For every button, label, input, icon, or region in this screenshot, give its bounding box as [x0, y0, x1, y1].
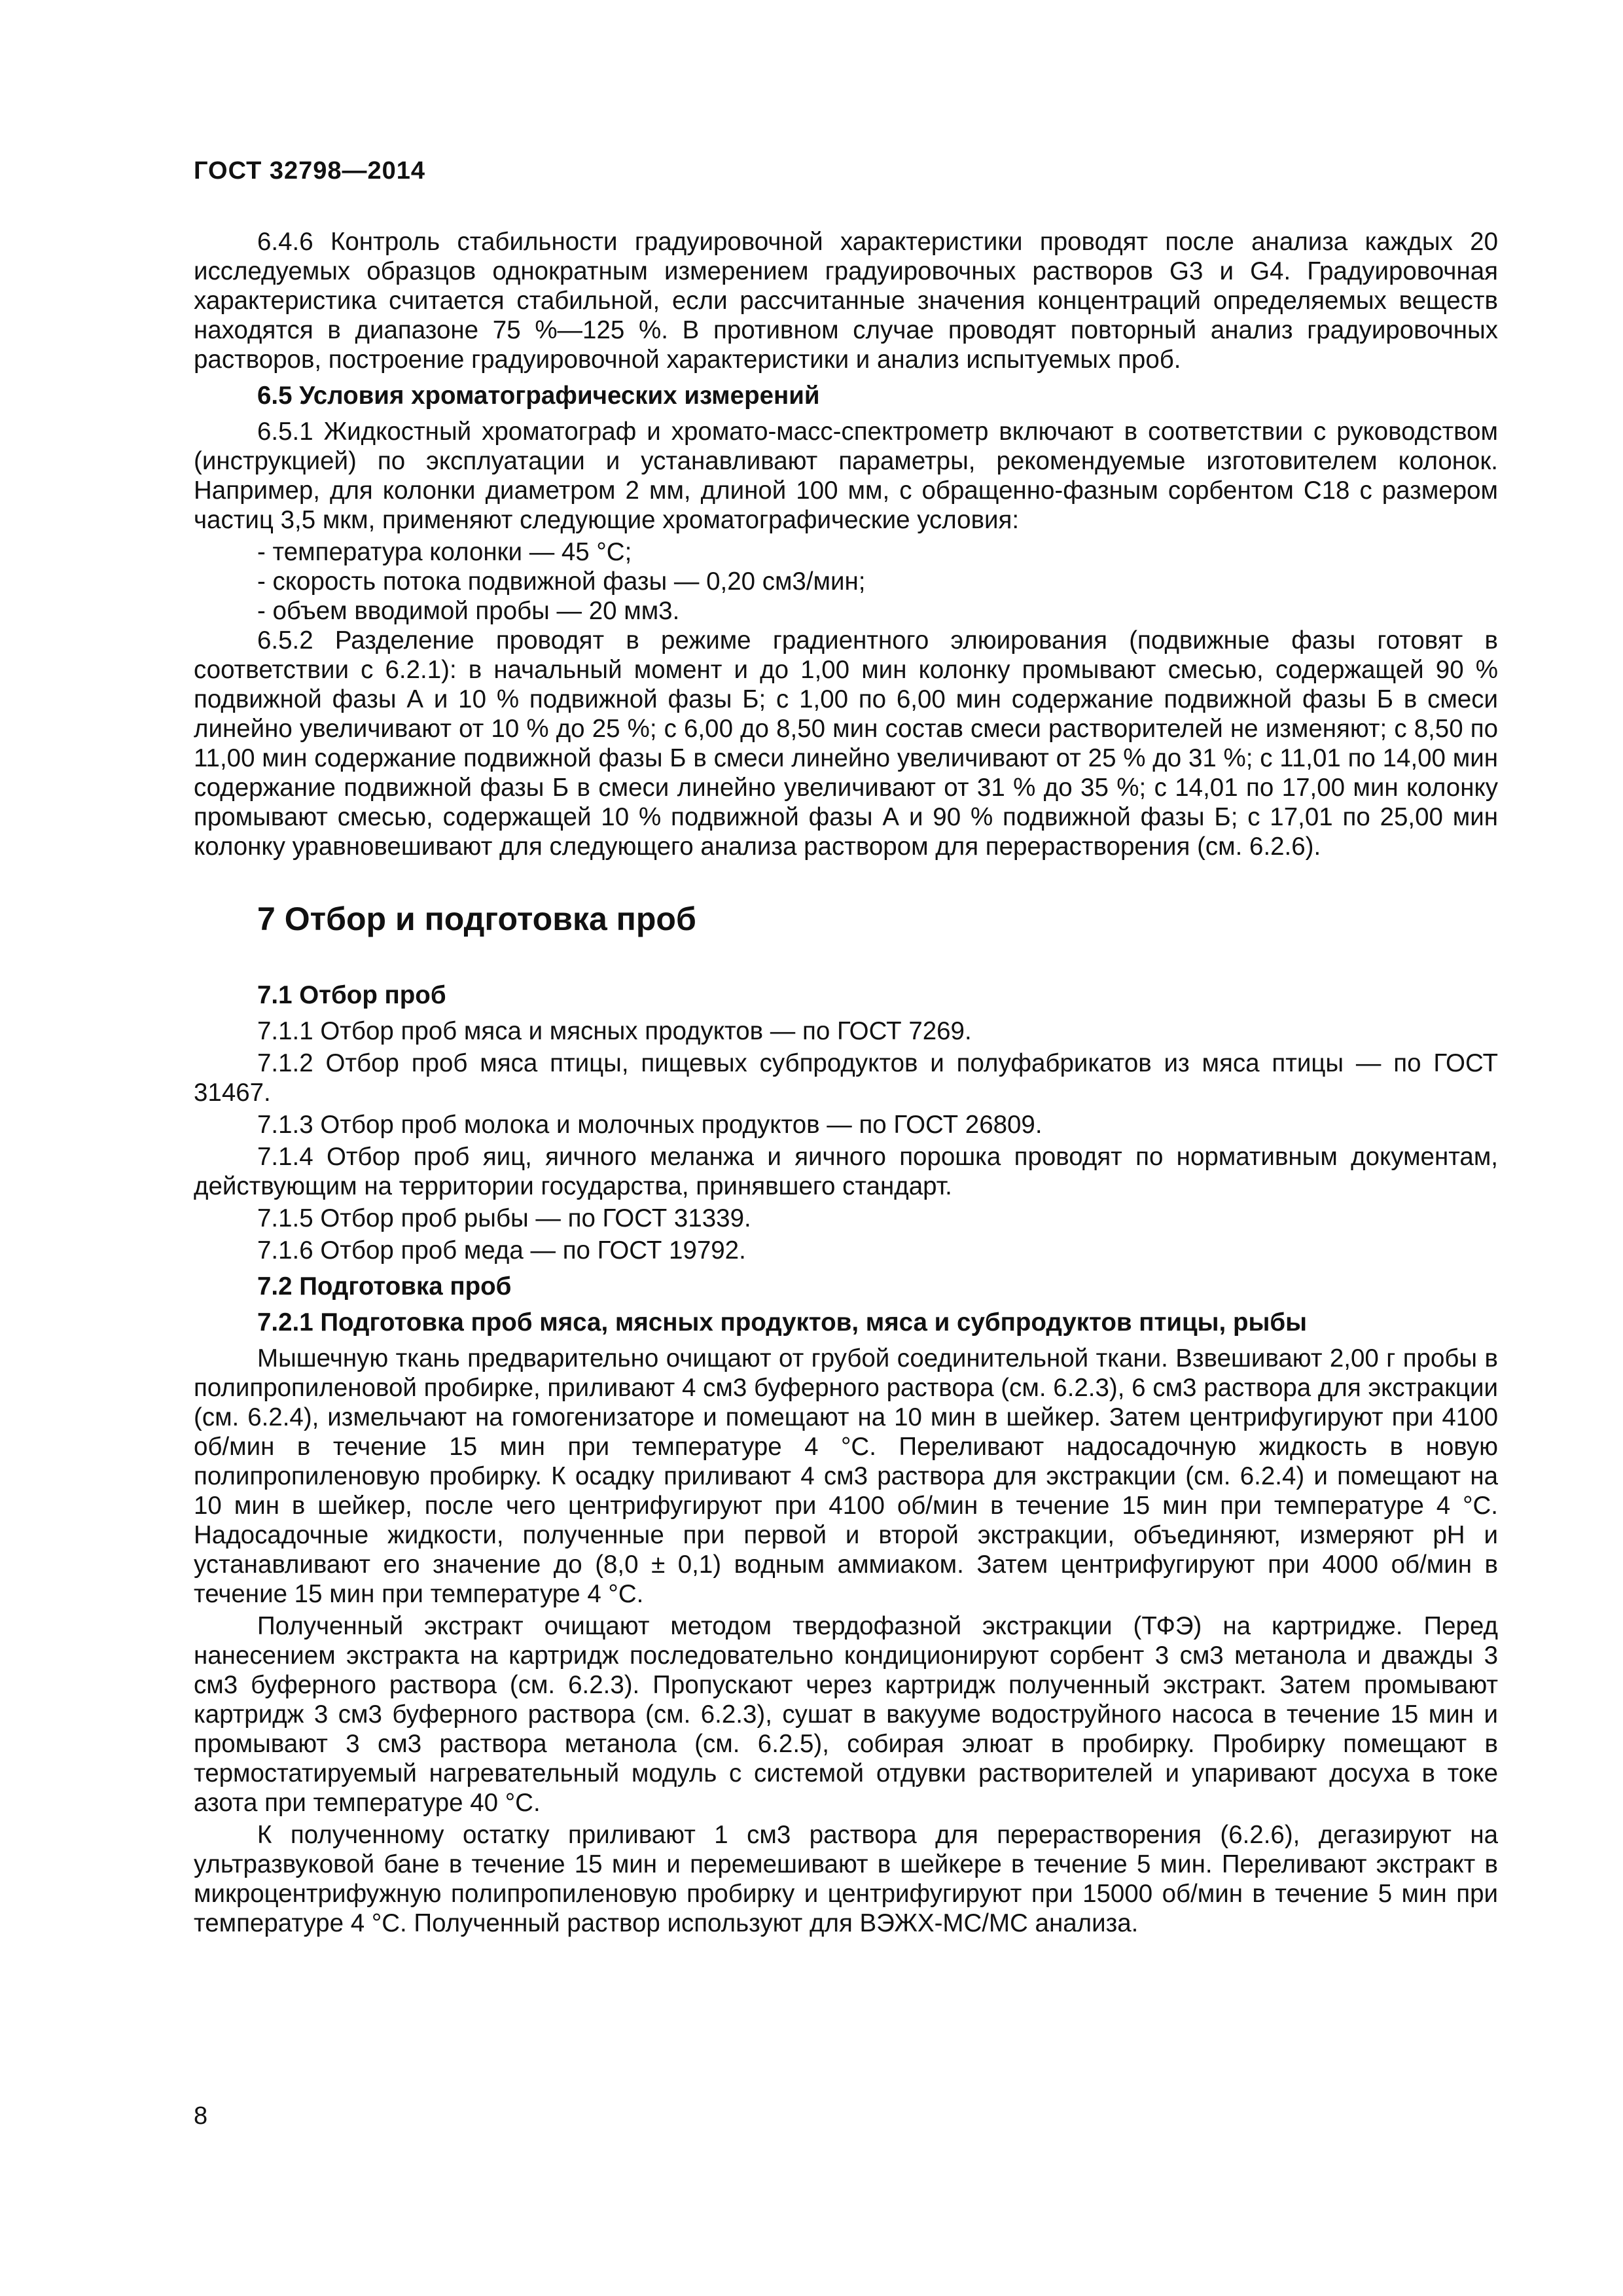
paragraph-muscle-tissue: Мышечную ткань предварительно очищают от грубой соединительной ткани. Взвешивают 2,00 г пробы в полипропиленовой пробирке, приливают 4 см3 буферного раствора (см. 6.2.3), 6 см3 раствора для экстракции (см. 6.2.4), измельчают на гомогенизаторе и помещают на 10 мин в шейкер. Затем центрифугируют при 4100 об/мин в течение 15 мин при температуре 4 °С. Переливают надосадочную жидкость в новую полипропиленовую пробирку. К осадку приливают 4 см3 раствора для экстракции (см. 6.2.4) и помещают на 10 мин в шейкер, после чего центрифугируют при 4100 об/мин в течение 15 мин при температуре 4 °С. Надосадочные жидкости, полученные при первой и второй экстракции, объединяют, измеряют рН и устанавливают его значение до (8,0 ± 0,1) водным аммиаком. Затем центрифугируют при 4000 об/мин в течение 15 мин при температуре 4 °С. [194, 1344, 1498, 1608]
paragraph-7-1-2: 7.1.2 Отбор проб мяса птицы, пищевых субпродуктов и полуфабрикатов из мяса птицы — по ГОСТ 31467. [194, 1049, 1498, 1107]
section-7-title: 7 Отбор и подготовка проб [257, 901, 696, 937]
condition-flow-rate: - скорость потока подвижной фазы — 0,20 см3/мин; [257, 567, 866, 596]
heading-7-2-1: 7.2.1 Подготовка проб мяса, мясных продуктов, мяса и субпродуктов птицы, рыбы [257, 1308, 1308, 1336]
paragraph-7-1-3: 7.1.3 Отбор проб молока и молочных продуктов — по ГОСТ 26809. [257, 1111, 1043, 1139]
document-header: ГОСТ 32798—2014 [194, 157, 426, 185]
page-number: 8 [194, 2102, 208, 2130]
paragraph-6-4-6: 6.4.6 Контроль стабильности градуировочной характеристики проводят после анализа каждых 20 исследуемых образцов однократным измерением градуировочных растворов G3 и G4. Градуировочная характеристика считается стабильной, если рассчитанные значения концентраций определяемых веществ находятся в диапазоне 75 %—125 %. В противном случае проводят повторный анализ градуировочных растворов, построение градуировочной характеристики и анализ испытуемых проб. [194, 228, 1498, 374]
paragraph-6-5-1: 6.5.1 Жидкостный хроматограф и хромато-масс-спектрометр включают в соответствии с руководством (инструкцией) по эксплуатации и устанавливают параметры, рекомендуемые изготовителем колонок. Например, для колонки диаметром 2 мм, длиной 100 мм, с обращенно-фазным сорбентом С18 с размером частиц 3,5 мкм, применяют следующие хроматографические условия: [194, 418, 1498, 534]
condition-injection-volume: - объем вводимой пробы — 20 мм3. [257, 597, 680, 625]
paragraph-7-1-1: 7.1.1 Отбор проб мяса и мясных продуктов — по ГОСТ 7269. [257, 1017, 972, 1045]
paragraph-redissolution: К полученному остатку приливают 1 см3 раствора для перерастворения (6.2.6), дегазируют на ультразвуковой бане в течение 15 мин и перемешивают в шейкере в течение 5 мин. Переливают экстракт в микроцентрифужную полипропиленовую пробирку и центрифугируют при 15000 об/мин в течение 5 мин при температуре 4 °С. Полученный раствор используют для ВЭЖХ-МС/МС анализа. [194, 1821, 1498, 1937]
document-page [194, 157, 1498, 1941]
paragraph-7-1-5: 7.1.5 Отбор проб рыбы — по ГОСТ 31339. [257, 1204, 751, 1232]
heading-6-5: 6.5 Условия хроматографических измерений [257, 382, 820, 410]
paragraph-7-1-4: 7.1.4 Отбор проб яиц, яичного меланжа и яичного порошка проводят по нормативным документам, действующим на территории государства, принявшего стандарт. [194, 1143, 1498, 1200]
paragraph-7-1-6: 7.1.6 Отбор проб меда — по ГОСТ 19792. [257, 1236, 746, 1265]
condition-column-temperature: - температура колонки — 45 °С; [257, 538, 632, 566]
heading-7-1: 7.1 Отбор проб [257, 981, 446, 1009]
paragraph-6-5-2: 6.5.2 Разделение проводят в режиме градиентного элюирования (подвижные фазы готовят в соответствии с 6.2.1): в начальный момент и до 1,00 мин колонку промывают смесью, содержащей 90 % подвижной фазы А и 10 % подвижной фазы Б; с 1,00 по 6,00 мин содержание подвижной фазы Б в смеси линейно увеличивают от 10 % до 25 %; с 6,00 до 8,50 мин состав смеси растворителей не изменяют; с 8,50 по 11,00 мин содержание подвижной фазы Б в смеси линейно увеличивают от 25 % до 31 %; с 11,01 по 14,00 мин содержание подвижной фазы Б в смеси линейно увеличивают от 31 % до 35 %; с 14,01 по 17,00 мин колонку промывают смесью, содержащей 10 % подвижной фазы А и 90 % подвижной фазы Б; с 17,01 по 25,00 мин колонку уравновешивают для следующего анализа раствором для перерастворения (см. 6.2.6). [194, 626, 1498, 861]
heading-7-2: 7.2 Подготовка проб [257, 1272, 512, 1300]
paragraph-spe-cleanup: Полученный экстракт очищают методом твердофазной экстракции (ТФЭ) на картридже. Перед нанесением экстракта на картридж последовательно кондиционируют сорбент 3 см3 метанола и дважды 3 см3 буферного раствора (см. 6.2.3). Пропускают через картридж полученный экстракт. Затем промывают картридж 3 см3 буферного раствора (см. 6.2.3), сушат в вакууме водоструйного насоса в течение 15 мин и промывают 3 см3 раствора метанола (см. 6.2.5), собирая элюат в пробирку. Пробирку помещают в термостатируемый нагревательный модуль с системой отдувки растворителей и упаривают досуха в токе азота при температуре 40 °С. [194, 1612, 1498, 1817]
